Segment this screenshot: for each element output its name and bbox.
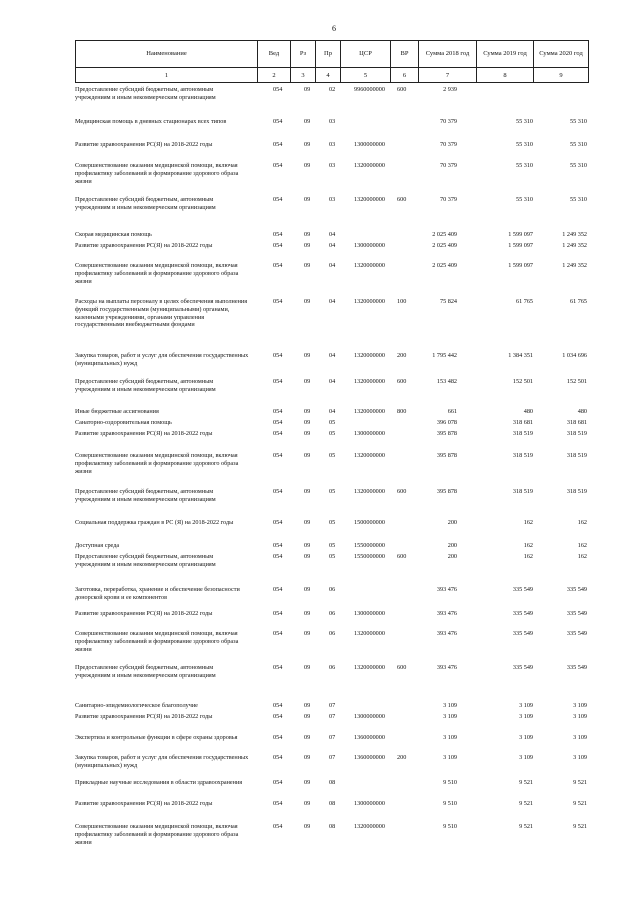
row-csr: 1320000000 <box>354 408 385 415</box>
row-pr: 06 <box>329 586 336 593</box>
row-sum-2018: 75 824 <box>439 298 457 305</box>
row-ved: 054 <box>273 162 283 169</box>
row-sum-2019: 9 521 <box>519 823 533 830</box>
row-name: Санитарно-эпидемиологическое благополучие <box>75 702 198 709</box>
row-rz: 09 <box>304 86 311 93</box>
row-name: Совершенствование оказания медицинской помощи, включая профилактику заболеваний и формирование здорового образа жизни <box>75 823 239 846</box>
row-rz: 09 <box>304 231 311 238</box>
row-pr: 04 <box>329 378 336 385</box>
row-sum-2019: 318 519 <box>512 452 533 459</box>
row-csr: 1320000000 <box>354 378 385 385</box>
row-pr: 06 <box>329 610 336 617</box>
row-rz: 09 <box>304 141 311 148</box>
row-sum-2020: 1 249 352 <box>562 262 587 269</box>
row-sum-2020: 9 521 <box>573 800 587 807</box>
row-csr: 1550000000 <box>354 542 385 549</box>
row-sum-2020: 318 519 <box>566 452 587 459</box>
row-sum-2019: 55 310 <box>515 162 533 169</box>
row-name: Иные бюджетные ассигнования <box>75 408 159 415</box>
row-sum-2018: 2 939 <box>443 86 457 93</box>
row-csr: 1320000000 <box>354 196 385 203</box>
row-pr: 04 <box>329 352 336 359</box>
row-rz: 09 <box>304 298 311 305</box>
row-rz: 09 <box>304 779 311 786</box>
row-sum-2020: 61 765 <box>569 298 587 305</box>
row-name: Прикладные научные исследования в области здравоохранения <box>75 779 243 786</box>
header-sum-2018: Сумма 2018 год <box>419 41 477 67</box>
row-name: Доступная среда <box>75 542 120 549</box>
row-name: Скорая медицинская помощь <box>75 231 152 238</box>
row-sum-2020: 1 034 696 <box>562 352 587 359</box>
row-ved: 054 <box>273 800 283 807</box>
row-sum-2018: 9 510 <box>443 779 457 786</box>
row-rz: 09 <box>304 378 311 385</box>
row-name: Развитие здравоохранения РС(Я) на 2018-2022 годы <box>75 242 213 249</box>
row-ved: 054 <box>273 196 283 203</box>
row-sum-2018: 70 379 <box>439 196 457 203</box>
row-vr: 600 <box>397 488 407 495</box>
header-sum-2020: Сумма 2020 год <box>539 49 583 57</box>
row-csr: 1300000000 <box>354 430 385 437</box>
row-pr: 03 <box>329 162 336 169</box>
header-num-5: 5 <box>341 67 391 82</box>
row-name: Совершенствование оказания медицинской помощи, включая профилактику заболеваний и формирование здорового образа жизни <box>75 630 239 653</box>
row-pr: 05 <box>329 519 336 526</box>
row-name: Развитие здравоохранения РС(Я) на 2018-2022 годы <box>75 430 213 437</box>
row-csr: 1300000000 <box>354 141 385 148</box>
row-sum-2018: 3 109 <box>443 754 457 761</box>
row-sum-2020: 1 249 352 <box>562 231 587 238</box>
header-num-1: 1 <box>76 67 258 82</box>
row-sum-2019: 3 109 <box>519 754 533 761</box>
row-sum-2020: 1 249 352 <box>562 242 587 249</box>
row-csr: 1300000000 <box>354 610 385 617</box>
row-sum-2019: 1 599 097 <box>508 242 533 249</box>
row-pr: 03 <box>329 196 336 203</box>
row-rz: 09 <box>304 586 311 593</box>
row-pr: 03 <box>329 118 336 125</box>
row-sum-2018: 153 482 <box>436 378 457 385</box>
row-rz: 09 <box>304 118 311 125</box>
header-num-3: 3 <box>291 67 316 82</box>
row-vr: 600 <box>397 553 407 560</box>
row-ved: 054 <box>273 630 283 637</box>
row-sum-2018: 393 476 <box>436 610 457 617</box>
row-pr: 08 <box>329 779 336 786</box>
row-csr: 1320000000 <box>354 162 385 169</box>
row-pr: 05 <box>329 430 336 437</box>
row-sum-2018: 393 476 <box>436 630 457 637</box>
row-sum-2018: 9 510 <box>443 800 457 807</box>
row-sum-2018: 200 <box>447 519 457 526</box>
row-pr: 07 <box>329 702 336 709</box>
row-name: Развитие здравоохранения РС(Я) на 2018-2022 годы <box>75 713 213 720</box>
row-csr: 1320000000 <box>354 823 385 830</box>
row-sum-2018: 2 025 409 <box>432 262 457 269</box>
row-sum-2018: 393 476 <box>436 664 457 671</box>
row-name: Расходы на выплаты персоналу в целях обеспечения выполнения функций государственными (муниципальными) органами, казенными учреждениями, органами управления государственными внебюджетными фондами <box>75 298 248 329</box>
row-sum-2020: 9 521 <box>573 823 587 830</box>
row-sum-2019: 9 521 <box>519 800 533 807</box>
row-name: Предоставление субсидий бюджетным, автономным учреждениям и иным некоммерческим организациям <box>75 488 216 503</box>
row-name: Закупка товаров, работ и услуг для обеспечения государственных (муниципальных) нужд <box>75 754 249 769</box>
row-name: Медицинская помощь в дневных стационарах всех типов <box>75 118 227 125</box>
row-rz: 09 <box>304 702 311 709</box>
row-rz: 09 <box>304 408 311 415</box>
row-ved: 054 <box>273 702 283 709</box>
row-csr: 1550000000 <box>354 553 385 560</box>
header-num-6: 6 <box>391 67 419 82</box>
row-ved: 054 <box>273 408 283 415</box>
row-pr: 05 <box>329 452 336 459</box>
row-sum-2019: 480 <box>523 408 533 415</box>
row-pr: 05 <box>329 542 336 549</box>
row-csr: 9960000000 <box>354 86 385 93</box>
row-sum-2019: 1 599 097 <box>508 262 533 269</box>
row-rz: 09 <box>304 610 311 617</box>
row-ved: 054 <box>273 118 283 125</box>
row-sum-2019: 9 521 <box>519 779 533 786</box>
row-pr: 08 <box>329 823 336 830</box>
header-rz: Рз <box>291 41 316 67</box>
row-rz: 09 <box>304 262 311 269</box>
row-vr: 200 <box>397 352 407 359</box>
row-pr: 08 <box>329 800 336 807</box>
row-sum-2018: 3 109 <box>443 734 457 741</box>
row-pr: 07 <box>329 713 336 720</box>
row-sum-2019: 1 384 351 <box>508 352 533 359</box>
row-sum-2020: 55 310 <box>569 162 587 169</box>
row-name: Социальная поддержка граждан в РС (Я) на 2018-2022 годы <box>75 519 234 526</box>
row-sum-2020: 335 549 <box>566 664 587 671</box>
row-rz: 09 <box>304 754 311 761</box>
row-sum-2020: 318 519 <box>566 430 587 437</box>
row-rz: 09 <box>304 734 311 741</box>
row-ved: 054 <box>273 352 283 359</box>
row-sum-2019: 1 599 097 <box>508 231 533 238</box>
row-rz: 09 <box>304 542 311 549</box>
row-ved: 054 <box>273 242 283 249</box>
row-sum-2020: 335 549 <box>566 630 587 637</box>
row-sum-2018: 2 025 409 <box>432 242 457 249</box>
row-pr: 07 <box>329 754 336 761</box>
row-sum-2019: 318 519 <box>512 430 533 437</box>
row-vr: 600 <box>397 86 407 93</box>
row-rz: 09 <box>304 242 311 249</box>
row-sum-2019: 61 765 <box>515 298 533 305</box>
row-sum-2020: 9 521 <box>573 779 587 786</box>
row-rz: 09 <box>304 162 311 169</box>
row-pr: 04 <box>329 231 336 238</box>
row-sum-2018: 70 379 <box>439 118 457 125</box>
row-ved: 054 <box>273 262 283 269</box>
row-vr: 600 <box>397 378 407 385</box>
row-csr: 1300000000 <box>354 242 385 249</box>
row-sum-2018: 70 379 <box>439 162 457 169</box>
row-name: Санаторно-оздоровительная помощь <box>75 419 172 426</box>
row-sum-2019: 55 310 <box>515 118 533 125</box>
row-sum-2018: 396 078 <box>436 419 457 426</box>
row-sum-2019: 318 681 <box>512 419 533 426</box>
row-sum-2020: 55 310 <box>569 196 587 203</box>
row-sum-2019: 152 501 <box>512 378 533 385</box>
row-csr: 1320000000 <box>354 352 385 359</box>
row-ved: 054 <box>273 519 283 526</box>
row-ved: 054 <box>273 430 283 437</box>
row-name: Предоставление субсидий бюджетным, автономным учреждениям и иным некоммерческим организациям <box>75 378 216 393</box>
row-sum-2020: 162 <box>577 542 587 549</box>
row-ved: 054 <box>273 664 283 671</box>
row-vr: 600 <box>397 664 407 671</box>
header-vr: ВР <box>391 41 419 67</box>
row-ved: 054 <box>273 586 283 593</box>
row-pr: 04 <box>329 298 336 305</box>
row-name: Предоставление субсидий бюджетным, автономным учреждениям и иным некоммерческим организациям <box>75 553 216 568</box>
row-sum-2019: 335 549 <box>512 586 533 593</box>
row-ved: 054 <box>273 779 283 786</box>
row-sum-2018: 9 510 <box>443 823 457 830</box>
row-sum-2019: 335 549 <box>512 610 533 617</box>
row-ved: 054 <box>273 553 283 560</box>
header-name: Наименование <box>76 41 258 67</box>
row-sum-2018: 3 109 <box>443 713 457 720</box>
row-sum-2018: 1 795 442 <box>432 352 457 359</box>
header-sum-2019: Сумма 2019 год <box>477 41 534 67</box>
row-csr: 1320000000 <box>354 664 385 671</box>
row-sum-2018: 70 379 <box>439 141 457 148</box>
row-name: Экспертиза и контрольные функции в сфере охраны здоровья <box>75 734 238 741</box>
row-sum-2020: 162 <box>577 553 587 560</box>
row-sum-2018: 200 <box>447 553 457 560</box>
row-sum-2020: 318 681 <box>566 419 587 426</box>
row-name: Развитие здравоохранения РС(Я) на 2018-2022 годы <box>75 800 213 807</box>
row-name: Совершенствование оказания медицинской помощи, включая профилактику заболеваний и формирование здорового образа жизни <box>75 452 239 475</box>
row-sum-2019: 3 109 <box>519 713 533 720</box>
row-ved: 054 <box>273 231 283 238</box>
row-rz: 09 <box>304 553 311 560</box>
row-vr: 800 <box>397 408 407 415</box>
row-pr: 04 <box>329 262 336 269</box>
row-name: Предоставление субсидий бюджетным, автономным учреждениям и иным некоммерческим организациям <box>75 664 216 679</box>
row-sum-2020: 55 310 <box>569 141 587 148</box>
row-csr: 1300000000 <box>354 713 385 720</box>
row-rz: 09 <box>304 800 311 807</box>
row-sum-2019: 3 109 <box>519 734 533 741</box>
row-sum-2018: 395 878 <box>436 430 457 437</box>
row-vr: 600 <box>397 196 407 203</box>
row-pr: 04 <box>329 242 336 249</box>
row-ved: 054 <box>273 713 283 720</box>
row-sum-2018: 395 878 <box>436 488 457 495</box>
row-csr: 1320000000 <box>354 630 385 637</box>
row-vr: 100 <box>397 298 407 305</box>
row-csr: 1320000000 <box>354 298 385 305</box>
row-pr: 03 <box>329 141 336 148</box>
row-ved: 054 <box>273 542 283 549</box>
page-number: 6 <box>332 24 336 33</box>
row-sum-2020: 335 549 <box>566 586 587 593</box>
row-csr: 1320000000 <box>354 488 385 495</box>
row-sum-2019: 55 310 <box>515 196 533 203</box>
row-pr: 06 <box>329 630 336 637</box>
row-sum-2018: 3 109 <box>443 702 457 709</box>
row-sum-2019: 162 <box>523 553 533 560</box>
row-sum-2018: 2 025 409 <box>432 231 457 238</box>
row-ved: 054 <box>273 141 283 148</box>
header-csr: ЦСР <box>341 41 391 67</box>
row-pr: 05 <box>329 488 336 495</box>
row-ved: 054 <box>273 488 283 495</box>
row-sum-2019: 55 310 <box>515 141 533 148</box>
row-csr: 1300000000 <box>354 800 385 807</box>
row-pr: 05 <box>329 419 336 426</box>
row-rz: 09 <box>304 430 311 437</box>
row-sum-2019: 162 <box>523 542 533 549</box>
row-rz: 09 <box>304 452 311 459</box>
row-sum-2020: 3 109 <box>573 702 587 709</box>
row-name: Развитие здравоохранения РС(Я) на 2018-2022 годы <box>75 610 213 617</box>
row-ved: 054 <box>273 452 283 459</box>
row-name: Предоставление субсидий бюджетным, автономным учреждениям и иным некоммерческим организациям <box>75 196 216 211</box>
row-sum-2020: 3 109 <box>573 734 587 741</box>
row-ved: 054 <box>273 823 283 830</box>
row-sum-2020: 162 <box>577 519 587 526</box>
row-rz: 09 <box>304 352 311 359</box>
row-sum-2020: 3 109 <box>573 754 587 761</box>
header-num-4: 4 <box>316 67 341 82</box>
row-pr: 02 <box>329 86 336 93</box>
header-pr: Пр <box>316 41 341 67</box>
row-csr: 1500000000 <box>354 519 385 526</box>
row-sum-2018: 661 <box>447 408 457 415</box>
table-header <box>75 40 589 83</box>
row-rz: 09 <box>304 823 311 830</box>
row-csr: 1360000000 <box>354 734 385 741</box>
header-ved: Вед <box>258 41 291 67</box>
row-sum-2020: 152 501 <box>566 378 587 385</box>
row-ved: 054 <box>273 378 283 385</box>
row-rz: 09 <box>304 419 311 426</box>
row-ved: 054 <box>273 754 283 761</box>
row-name: Совершенствование оказания медицинской помощи, включая профилактику заболеваний и формирование здорового образа жизни <box>75 162 239 185</box>
row-name: Предоставление субсидий бюджетным, автономным учреждениям и иным некоммерческим организациям <box>75 86 216 101</box>
row-sum-2018: 200 <box>447 542 457 549</box>
row-name: Заготовка, переработка, хранение и обеспечение безопасности донорской крови и ее компонентов <box>75 586 240 601</box>
row-pr: 05 <box>329 553 336 560</box>
row-rz: 09 <box>304 713 311 720</box>
row-sum-2020: 318 519 <box>566 488 587 495</box>
row-sum-2018: 393 476 <box>436 586 457 593</box>
header-num-2: 2 <box>258 67 291 82</box>
row-pr: 07 <box>329 734 336 741</box>
row-csr: 1360000000 <box>354 754 385 761</box>
row-ved: 054 <box>273 298 283 305</box>
row-name: Закупка товаров, работ и услуг для обеспечения государственных (муниципальных) нужд <box>75 352 249 367</box>
row-sum-2019: 3 109 <box>519 702 533 709</box>
row-sum-2019: 318 519 <box>512 488 533 495</box>
header-num-9: 9 <box>534 67 588 82</box>
row-rz: 09 <box>304 519 311 526</box>
header-num-8: 8 <box>477 67 534 82</box>
row-sum-2020: 480 <box>577 408 587 415</box>
row-sum-2020: 55 310 <box>569 118 587 125</box>
row-ved: 054 <box>273 610 283 617</box>
row-rz: 09 <box>304 196 311 203</box>
row-sum-2020: 3 109 <box>573 713 587 720</box>
header-num-7: 7 <box>419 67 477 82</box>
row-rz: 09 <box>304 630 311 637</box>
row-csr: 1320000000 <box>354 452 385 459</box>
row-name: Развитие здравоохранения РС(Я) на 2018-2022 годы <box>75 141 213 148</box>
row-ved: 054 <box>273 419 283 426</box>
row-sum-2020: 335 549 <box>566 610 587 617</box>
row-csr: 1320000000 <box>354 262 385 269</box>
row-pr: 06 <box>329 664 336 671</box>
row-ved: 054 <box>273 86 283 93</box>
row-vr: 200 <box>397 754 407 761</box>
row-sum-2019: 335 549 <box>512 630 533 637</box>
row-name: Совершенствование оказания медицинской помощи, включая профилактику заболеваний и формирование здорового образа жизни <box>75 262 239 285</box>
row-pr: 04 <box>329 408 336 415</box>
row-sum-2018: 395 878 <box>436 452 457 459</box>
row-rz: 09 <box>304 664 311 671</box>
row-ved: 054 <box>273 734 283 741</box>
row-sum-2019: 335 549 <box>512 664 533 671</box>
row-rz: 09 <box>304 488 311 495</box>
row-sum-2019: 162 <box>523 519 533 526</box>
